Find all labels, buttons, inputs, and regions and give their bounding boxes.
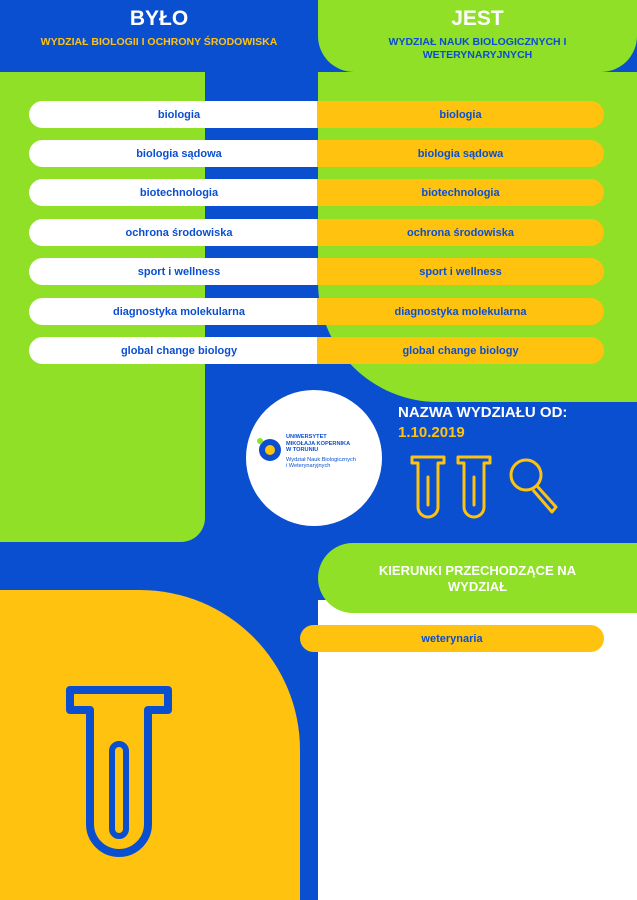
logo-text bbox=[286, 434, 378, 470]
program-was-row: ochrona środowiska bbox=[29, 219, 329, 246]
now-subtitle: WYDZIAŁ NAUK BIOLOGICZNYCH I WETERYNARYJNYCH bbox=[388, 36, 567, 61]
transfer-title: KIERUNKI PRZECHODZĄCE NA WYDZIAŁ bbox=[378, 563, 577, 594]
program-now-row: biologia sądowa bbox=[317, 140, 604, 167]
program-now-row: sport i wellness bbox=[317, 258, 604, 285]
program-now-row: ochrona środowiska bbox=[317, 219, 604, 246]
program-was-row: biologia sądowa bbox=[29, 140, 329, 167]
now-title: JEST bbox=[451, 7, 504, 30]
program-was-row: biologia bbox=[29, 101, 329, 128]
was-title: BYŁO bbox=[129, 7, 189, 30]
program-was-row: diagnostyka molekularna bbox=[29, 298, 329, 325]
transfer-program-row: weterynaria bbox=[300, 625, 604, 652]
header-was bbox=[0, 0, 318, 72]
university-logo bbox=[246, 390, 382, 526]
program-now-row: biologia bbox=[317, 101, 604, 128]
logo-university-line: UNIWERSYTET bbox=[286, 434, 327, 440]
logo-faculty-line: i Weterynaryjnych bbox=[286, 463, 331, 470]
program-was-row: biotechnologia bbox=[29, 179, 329, 206]
program-was-row: sport i wellness bbox=[29, 258, 329, 285]
was-subtitle: WYDZIAŁ BIOLOGII I OCHRONY ŚRODOWISKA bbox=[40, 36, 278, 48]
logo-faculty-line: Wydział Nauk Biologicznych bbox=[286, 456, 356, 463]
logo-university-line: W TORUNIU bbox=[286, 447, 319, 454]
since-date: 1.10.2019 bbox=[398, 424, 465, 441]
program-was-row: global change biology bbox=[29, 337, 329, 364]
since-label: NAZWA WYDZIAŁU OD: bbox=[398, 404, 568, 421]
program-now-row: global change biology bbox=[317, 337, 604, 364]
program-now-row: diagnostyka molekularna bbox=[317, 298, 604, 325]
lab-icons bbox=[410, 455, 580, 520]
university-emblem-icon bbox=[256, 436, 282, 462]
logo-university-line: MIKOŁAJA KOPERNIKA bbox=[286, 440, 351, 447]
magnifier-icon bbox=[511, 460, 556, 512]
test-tube-icon bbox=[458, 457, 490, 517]
test-tube-icon bbox=[412, 457, 444, 517]
transfer-section bbox=[318, 543, 637, 613]
program-now-row: biotechnologia bbox=[317, 179, 604, 206]
large-test-tube-icon bbox=[64, 684, 174, 870]
header-now bbox=[318, 0, 637, 72]
